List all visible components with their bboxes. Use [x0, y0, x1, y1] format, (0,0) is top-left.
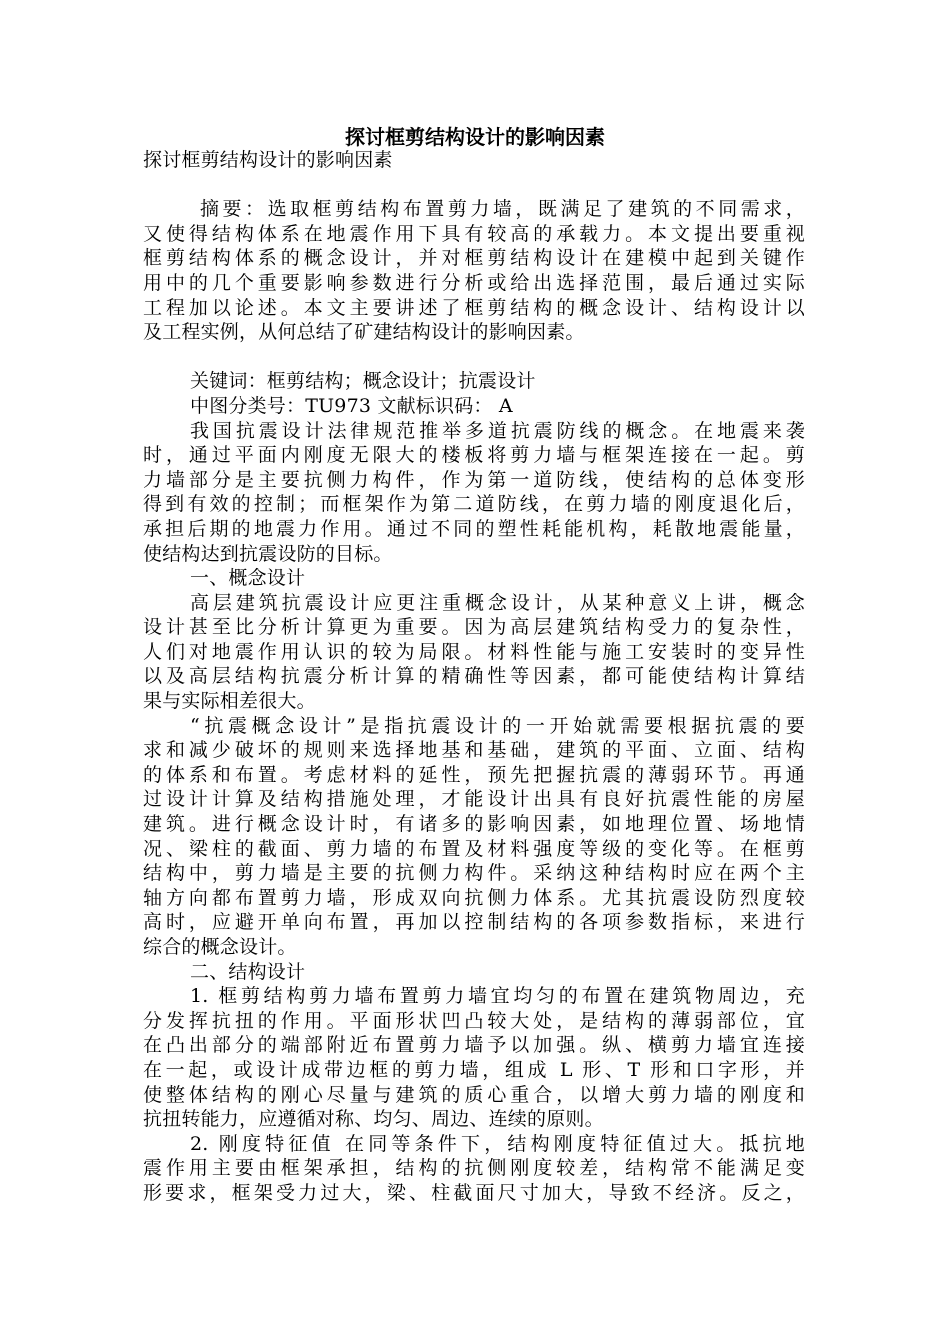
- paragraph-line: 求和减少破坏的规则来选择地基和基础，建筑的平面、立面、结构: [143, 739, 805, 762]
- intro-paragraph: [143, 419, 805, 567]
- abstract-line: 框剪结构体系的概念设计，并对框剪结构设计在建模中起到关键作: [143, 247, 805, 270]
- paragraph-line: 人们对地震作用认识的较为局限。材料性能与施工安装时的变异性: [143, 640, 805, 663]
- blank-line: [143, 345, 805, 370]
- paragraph-line: 得到有效的控制；而框架作为第二道防线，在剪力墙的刚度退化后，: [143, 493, 805, 516]
- paragraph-line: 1. 框剪结构剪力墙布置剪力墙宜均匀的布置在建筑物周边，充: [190, 985, 805, 1008]
- paragraph-line: 2. 刚度特征值 在同等条件下，结构刚度特征值过大。抵抗地: [190, 1132, 805, 1155]
- paragraph-line: 轴方向都布置剪力墙，形成双向抗侧力体系。尤其抗震设防烈度较: [143, 886, 805, 909]
- structure-item-2: [143, 1132, 805, 1206]
- abstract-line: 又使得结构体系在地震作用下具有较高的承载力。本文提出要重视: [143, 222, 805, 245]
- abstract-paragraph: [143, 197, 805, 345]
- paragraph-line: 高层建筑抗震设计应更注重概念设计，从某种意义上讲，概念: [190, 591, 805, 614]
- abstract-line: 及工程实例，从何总结了矿建结构设计的影响因素。: [143, 321, 585, 344]
- paragraph-line: 的体系和布置。考虑材料的延性，预先把握抗震的薄弱环节。再通: [143, 763, 805, 786]
- section-heading-structure: 二、结构设计: [190, 960, 306, 983]
- abstract-line: 摘要：选取框剪结构布置剪力墙，既满足了建筑的不同需求，: [200, 198, 805, 221]
- paragraph-line: 果与实际相差很大。: [143, 690, 316, 713]
- document-title: 探讨框剪结构设计的影响因素: [345, 125, 605, 149]
- classification-line: 中图分类号：TU973 文献标识码： A: [190, 394, 513, 417]
- abstract-line: 用中的几个重要影响参数进行分析或给出选择范围，最后通过实际: [143, 271, 805, 294]
- paragraph-line: 综合的概念设计。: [143, 936, 297, 958]
- section-heading-concept: 一、概念设计: [190, 567, 306, 590]
- abstract-line: 工程加以论述。本文主要讲述了框剪结构的概念设计、结构设计以: [143, 296, 805, 319]
- document-body: [143, 148, 805, 1206]
- paragraph-line: 过设计计算及结构措施处理，才能设计出具有良好抗震性能的房屋: [143, 788, 805, 811]
- paragraph-line: 形要求，框架受力过大，梁、柱截面尺寸加大，导致不经济。反之，: [143, 1181, 805, 1204]
- concept-paragraph-1: [143, 591, 805, 714]
- paragraph-line: 高时，应避开单向布置，再加以控制结构的各项参数指标，来进行: [143, 911, 805, 934]
- paragraph-line: 时，通过平面内刚度无限大的楼板将剪力墙与框架连接在一起。剪: [143, 444, 805, 467]
- concept-paragraph-2: [143, 714, 805, 960]
- document-subtitle: 探讨框剪结构设计的影响因素: [143, 149, 393, 171]
- paragraph-line: 在凸出部分的端部附近布置剪力墙予以加强。纵、横剪力墙宜连接: [143, 1034, 805, 1057]
- paragraph-line: 承担后期的地震力作用。通过不同的塑性耗能机构，耗散地震能量，: [143, 517, 805, 540]
- paragraph-line: 况、梁柱的截面、剪力墙的布置及材料强度等级的变化等。在框剪: [143, 837, 805, 860]
- keywords-line: 关键词：框剪结构；概念设计；抗震设计: [190, 370, 536, 393]
- paragraph-line: 抗扭转能力，应遵循对称、均匀、周边、连续的原则。: [143, 1108, 604, 1131]
- paragraph-line: 以及高层结构抗震分析计算的精确性等因素，都可能使结构计算结: [143, 665, 805, 688]
- paragraph-line: 建筑。进行概念设计时，有诸多的影响因素，如地理位置、场地情: [143, 813, 805, 836]
- paragraph-line: “抗震概念设计”是指抗震设计的一开始就需要根据抗震的要: [190, 714, 805, 737]
- blank-line: [143, 173, 805, 198]
- paragraph-line: 使整体结构的刚心尽量与建筑的质心重合，以增大剪力墙的刚度和: [143, 1083, 805, 1106]
- paragraph-line: 使结构达到抗震设防的目标。: [143, 542, 393, 565]
- structure-item-1: [143, 984, 805, 1132]
- paragraph-line: 结构中，剪力墙是主要的抗侧力构件。采纳这种结构时应在两个主: [143, 862, 805, 885]
- paragraph-line: 我国抗震设计法律规范推举多道抗震防线的概念。在地震来袭: [190, 419, 805, 442]
- paragraph-line: 震作用主要由框架承担，结构的抗侧刚度较差，结构常不能满足变: [143, 1157, 805, 1180]
- paragraph-line: 设计甚至比分析计算更为重要。因为高层建筑结构受力的复杂性，: [143, 616, 805, 639]
- paragraph-line: 在一起，或设计成带边框的剪力墙，组成 L 形、T 形和口字形，并: [143, 1058, 805, 1081]
- paragraph-line: 分发挥抗扭的作用。平面形状凹凸较大处，是结构的薄弱部位，宜: [143, 1009, 805, 1032]
- paragraph-line: 力墙部分是主要抗侧力构件，作为第一道防线，使结构的总体变形: [143, 468, 805, 491]
